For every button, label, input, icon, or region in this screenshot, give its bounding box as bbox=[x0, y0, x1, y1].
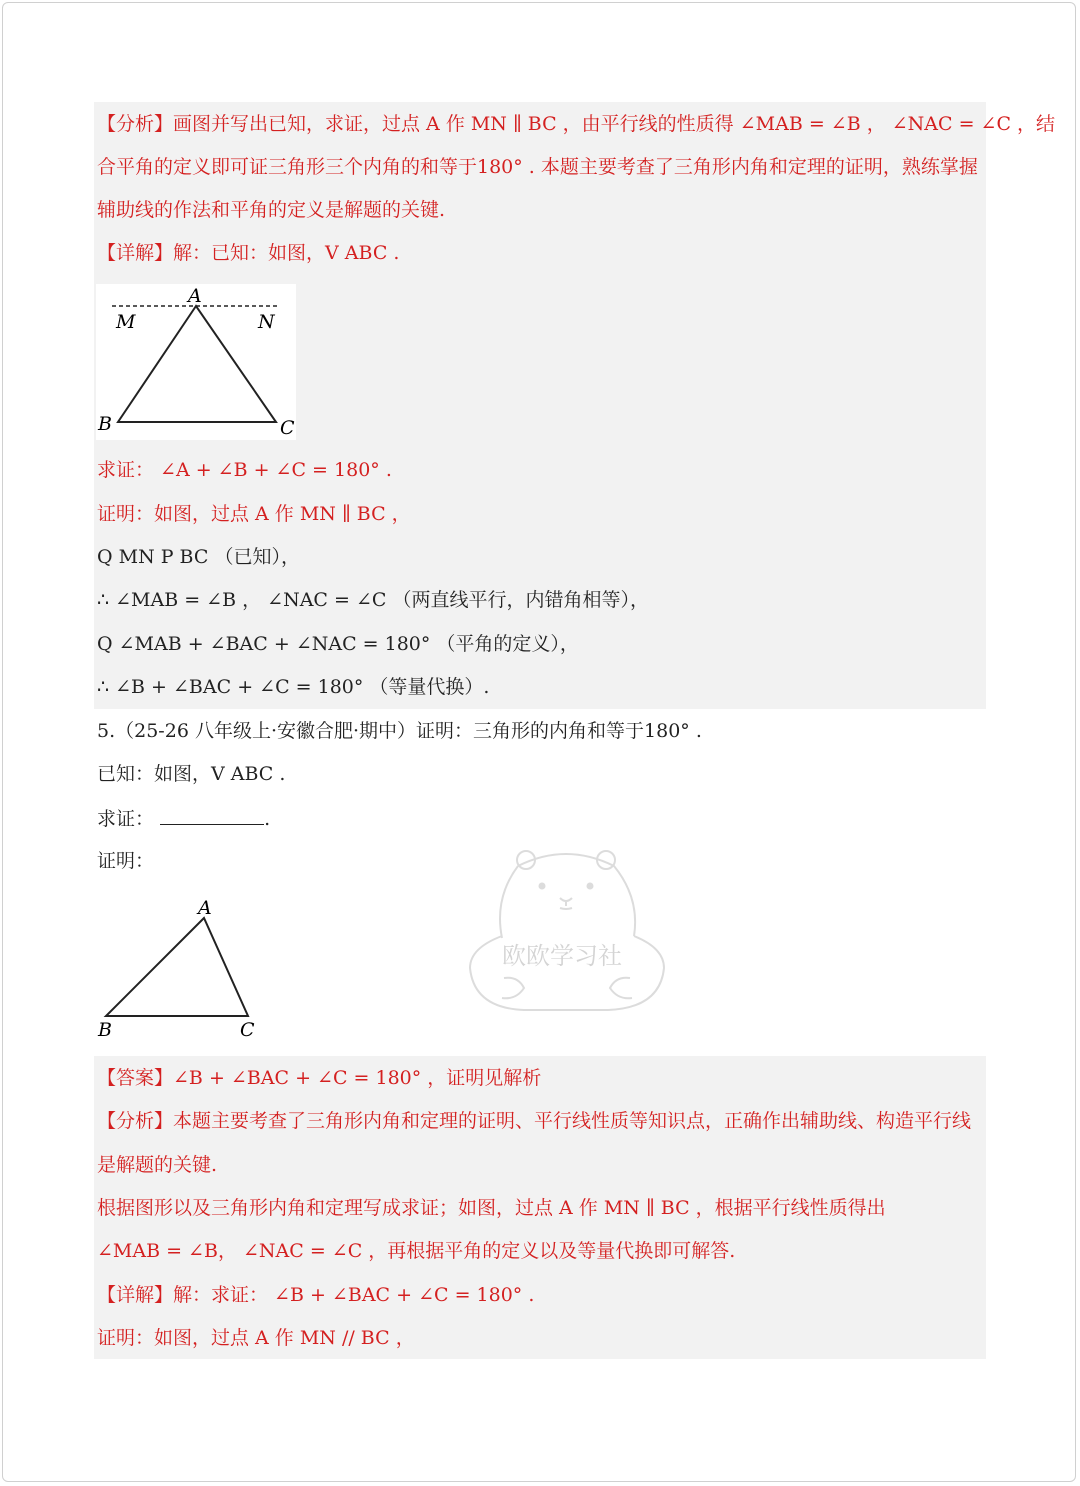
proof-line-4: Q ∠MAB + ∠BAC + ∠NAC = 180° （平角的定义）， bbox=[97, 633, 579, 655]
analysis-tag-2: 【分析】 bbox=[97, 1110, 174, 1132]
proof-line-2: Q MN P BC （已知）， bbox=[97, 546, 300, 568]
answer-blank bbox=[160, 806, 264, 825]
proof-line-5: ∴ ∠B + ∠BAC + ∠C = 180° （等量代换）. bbox=[97, 676, 490, 698]
analysis-line-1: 【分析】画图并写出已知，求证，过点 A 作 MN ∥ BC ，由平行线的性质得 ∠MAB = ∠B ， ∠NAC = ∠C ，结 bbox=[97, 113, 1056, 135]
watermark-text: 欧欧学习社 bbox=[502, 942, 622, 970]
label-a-2: A bbox=[198, 897, 212, 919]
watermark bbox=[468, 848, 668, 1018]
answer-proof-line-1: 证明：如图，过点 A 作 MN // BC ， bbox=[97, 1327, 415, 1349]
triangle-mn-diagram bbox=[96, 284, 296, 440]
question-5-prove: 求证： . bbox=[97, 808, 271, 830]
answer-line: 【答案】∠B + ∠BAC + ∠C = 180° ，证明见解析 bbox=[97, 1067, 542, 1089]
label-c: C bbox=[280, 417, 295, 439]
triangle-figure-2 bbox=[96, 896, 266, 1044]
triangle-abc-2 bbox=[106, 918, 248, 1016]
label-n: N bbox=[258, 311, 275, 333]
answer-tag: 【答案】 bbox=[97, 1067, 174, 1089]
bear-watermark-icon bbox=[468, 848, 668, 1018]
question-5-given: 已知：如图，V ABC . bbox=[97, 763, 286, 785]
label-c-2: C bbox=[240, 1019, 255, 1041]
prove-line: 求证： ∠A + ∠B + ∠C = 180° . bbox=[97, 459, 392, 481]
triangle-abc bbox=[118, 306, 276, 422]
question-5-title: 5.（25-26 八年级上·安徽合肥·期中）证明：三角形的内角和等于180° . bbox=[97, 720, 702, 742]
analysis-tag: 【分析】 bbox=[97, 113, 174, 135]
triangle-abc-diagram bbox=[96, 896, 266, 1044]
answer-analysis-line-4: ∠MAB = ∠B， ∠NAC = ∠C ，再根据平角的定义以及等量代换即可解答. bbox=[97, 1240, 736, 1262]
analysis-line-3: 辅助线的作法和平角的定义是解题的关键. bbox=[97, 199, 446, 221]
proof-line-1: 证明：如图，过点 A 作 MN ∥ BC ， bbox=[97, 503, 411, 525]
answer-detail-line: 【详解】解：求证： ∠B + ∠BAC + ∠C = 180° . bbox=[97, 1284, 535, 1306]
answer-analysis-line-3: 根据图形以及三角形内角和定理写成求证；如图，过点 A 作 MN ∥ BC ，根据平行线性质得出 bbox=[97, 1197, 886, 1219]
detail-tag: 【详解】 bbox=[97, 242, 174, 264]
question-5-proof-label: 证明： bbox=[97, 850, 155, 872]
answer-analysis-line-2: 是解题的关键. bbox=[97, 1154, 218, 1176]
label-m: M bbox=[116, 311, 136, 333]
proof-line-3: ∴ ∠MAB = ∠B ， ∠NAC = ∠C （两直线平行，内错角相等）， bbox=[97, 589, 649, 611]
label-b-2: B bbox=[98, 1019, 112, 1041]
detail-line: 【详解】解：已知：如图，V ABC . bbox=[97, 242, 400, 264]
analysis-line-2: 合平角的定义即可证三角形三个内角的和等于180° . 本题主要考查了三角形内角和定理的证明，熟练掌握 bbox=[97, 156, 978, 178]
triangle-figure-1 bbox=[96, 284, 296, 440]
detail-tag-2: 【详解】 bbox=[97, 1284, 174, 1306]
label-b: B bbox=[98, 413, 112, 435]
answer-analysis-line-1: 【分析】本题主要考查了三角形内角和定理的证明、平行线性质等知识点，正确作出辅助线、构造平行线 bbox=[97, 1110, 972, 1132]
label-a: A bbox=[188, 285, 202, 307]
